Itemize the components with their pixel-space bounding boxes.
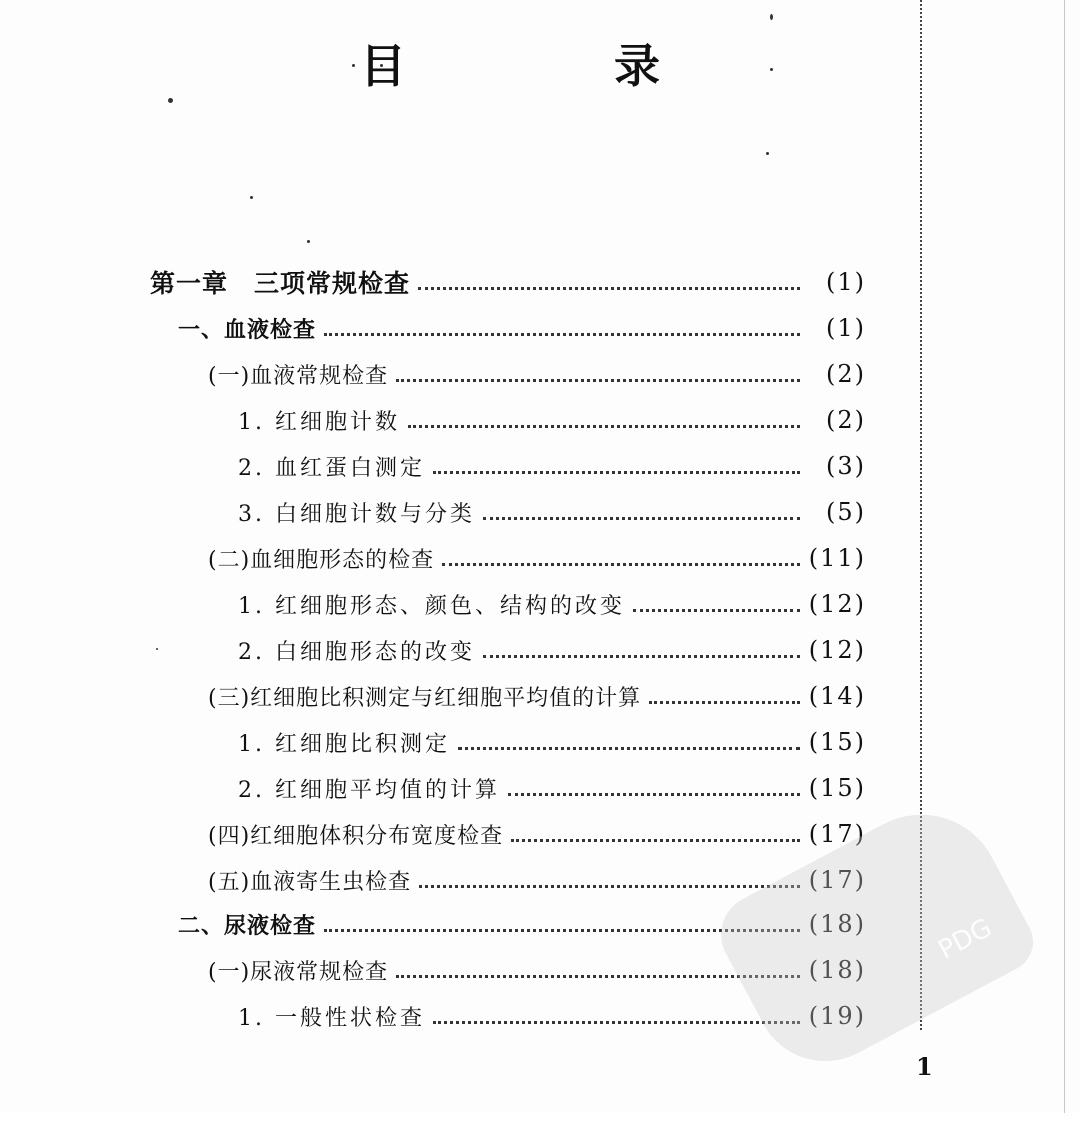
dot-leader [483,655,800,658]
toc-entry-subsection[interactable] [208,354,866,394]
toc-entry-label: (一)尿液常规检查 [208,959,389,985]
toc-entry-label: 2. 红细胞平均值的计算 [238,777,500,803]
toc-entry-subsection[interactable] [208,950,866,990]
toc-entry-page: (1) [826,268,866,296]
scan-speck [156,648,158,650]
dot-leader [324,929,800,932]
dot-leader [419,885,800,888]
toc-entry-section[interactable] [178,308,866,348]
toc-entry-label: (二)血细胞形态的检查 [208,547,435,573]
dot-leader [511,839,800,842]
page-edge-line [1064,0,1065,1113]
dot-leader [433,1021,800,1024]
toc-entry-label: 二、尿液检查 [178,913,317,939]
scan-speck [307,240,310,243]
dot-leader [442,563,800,566]
toc-entry-page: (12) [808,590,866,618]
toc-entry-item[interactable] [238,722,866,762]
page-title: 目 录 [359,39,756,93]
scan-speck [250,196,253,199]
toc-entry-page: (19) [808,1002,866,1030]
dot-leader [433,471,800,474]
scan-speck [770,14,773,20]
toc-entry-label: 1. 红细胞比积测定 [238,731,450,757]
toc-entry-page: (15) [808,774,866,802]
dot-leader [633,609,800,612]
toc-entry-page: (5) [826,498,866,526]
toc-entry-label: (一)血液常规检查 [208,363,389,389]
toc-entry-subsection[interactable] [208,538,866,578]
toc-entry-subsection[interactable] [208,814,866,854]
dot-leader [458,747,800,750]
toc-entry-label: (三)红细胞比积测定与红细胞平均值的计算 [208,685,642,711]
toc-entry-page: (1) [826,314,866,342]
toc-entry-label: (五)血液寄生虫检查 [208,869,412,895]
dot-leader [483,517,800,520]
toc-entry-page: (11) [808,544,866,572]
toc-entry-page: (18) [808,910,866,938]
toc-entry-item[interactable] [238,400,866,440]
toc-entry-page: (3) [826,452,866,480]
toc-entry-item[interactable] [238,492,866,532]
toc-entry-item[interactable] [238,768,866,808]
toc-entry-label: 1. 一般性状检查 [238,1005,425,1031]
toc-entry-label: 2. 血红蛋白测定 [238,455,425,481]
toc-entry-item[interactable] [238,584,866,624]
dot-leader [418,287,800,290]
dot-leader [508,793,800,796]
toc-entry-subsection[interactable] [208,860,866,900]
toc-entry-item[interactable] [238,996,866,1036]
toc-entry-page: (17) [808,820,866,848]
toc-entry-page: (12) [808,636,866,664]
toc-entry-page: (15) [808,728,866,756]
dot-leader [396,379,800,382]
watermark-text: PDG [933,912,997,966]
dot-leader [408,425,800,428]
toc-entry-label: 一、血液检查 [178,317,317,343]
toc-entry-chapter-1[interactable] [150,262,866,302]
toc-entry-section[interactable] [178,904,866,944]
toc-entry-page: (18) [808,956,866,984]
toc-entry-subsection[interactable] [208,676,866,716]
dot-leader [324,333,800,336]
page-number: 1 [916,1052,933,1081]
dot-leader [649,701,800,704]
toc-entry-item[interactable] [238,446,866,486]
scan-speck [766,152,769,155]
toc-entry-label: 第一章 三项常规检查 [150,269,411,298]
scan-speck [168,98,173,103]
toc-entry-page: (2) [826,406,866,434]
toc-entry-page: (17) [808,866,866,894]
page-right-border [920,0,922,1030]
toc-entry-label: (四)红细胞体积分布宽度检查 [208,823,504,849]
toc-entry-label: 1. 红细胞计数 [238,409,400,435]
dot-leader [396,975,800,978]
toc-entry-page: (2) [826,360,866,388]
toc-entry-label: 2. 白细胞形态的改变 [238,639,475,665]
toc-entry-page: (14) [808,682,866,710]
toc-entry-label: 1. 红细胞形态、颜色、结构的改变 [238,593,625,619]
toc-entry-label: 3. 白细胞计数与分类 [238,501,475,527]
toc-entry-item[interactable] [238,630,866,670]
